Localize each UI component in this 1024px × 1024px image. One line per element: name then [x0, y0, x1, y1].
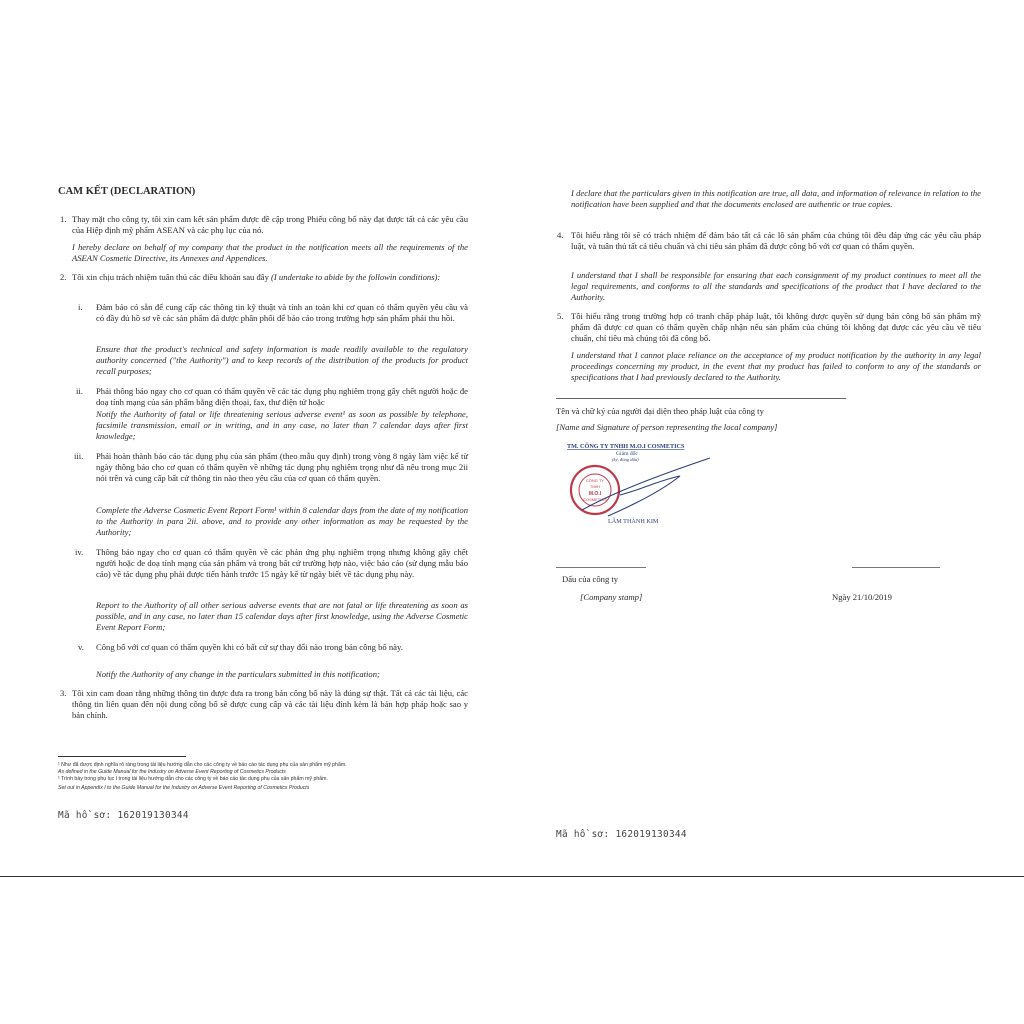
- item5-english: I understand that I cannot place reliance on the acceptance of my product notification by the authority in any legal proceedings concerning my product, in the event that my product has failed to conform to any of the standards or specifications that I had previously declared to the Authority.: [571, 350, 981, 383]
- file-reference-left: Mã hồ sơ: 162019130344: [58, 810, 189, 821]
- item-number: ii.: [76, 386, 83, 396]
- item4-english: I understand that I shall be responsible for ensuring that each consignment of my product continues to meet all the legal requirements, and conforms to all the standards and specifications of the product that I have declared to the Authority.: [571, 270, 981, 303]
- sub-ii-vietnamese: Phải thông báo ngay cho cơ quan có thẩm quyền về các tác dụng phụ nghiêm trọng gây chết người hoặc đe doạ tính mạng của sản phẩm bằng điện thoại, fax, thư điện tử hoặc: [96, 386, 468, 408]
- item-number: 1.: [60, 214, 67, 224]
- footnote-1-vietnamese: ¹ Như đã được định nghĩa rõ ràng trong tài liệu hướng dẫn cho các công ty về báo cáo tác dụng phụ của sản phẩm mỹ phẩm.: [58, 762, 347, 768]
- seal-text-top: CÔNG TY: [585, 478, 605, 483]
- sub-v-english: Notify the Authority of any change in the particulars submitted in this notification;: [96, 669, 380, 679]
- footnote-2-vietnamese: ¹ Trình bày trong phụ lục I trong tài liệu hướng dẫn cho các công ty về báo cáo tác dụng phụ của sản phẩm mỹ phẩm.: [58, 776, 328, 782]
- item-number: i.: [78, 302, 83, 312]
- sub-iii-vietnamese: Phải hoàn thành báo cáo tác dụng phụ của sản phẩm (theo mẫu quy định) trong vòng 8 ngày làm việc kể từ ngày thông báo cho cơ quan có thẩm quyền về những tác dụng phụ nghiêm trọng như đã nêu trong mục 2ii nói trên và cung cấp bất cứ thông tin nào theo yêu cầu của cơ quan có thẩm quyền.: [96, 451, 468, 484]
- sub-iii-english: Complete the Adverse Cosmetic Event Report Form¹ within 8 calendar days from the date of my notification to the Authority in para 2ii. above, and to provide any other information as may be requested by the Authority;: [96, 505, 468, 538]
- item1-english: I hereby declare on behalf of my company that the product in the notification meets all the requirements of the ASEAN Cosmetic Directive, its Annexes and Appendices.: [72, 242, 468, 264]
- signer-name: LÂM THÀNH KIM: [608, 518, 659, 525]
- declaration-date: Ngày 21/10/2019: [832, 592, 892, 602]
- stamp-line: [556, 567, 646, 568]
- seal-text-mid: TNHH: [590, 485, 600, 489]
- signature-divider: [556, 398, 846, 399]
- item2-text: [72, 272, 468, 283]
- item2-english: (I undertake to abide by the followin conditions):: [271, 272, 441, 282]
- seal-outer-ring: [571, 466, 619, 514]
- sub-i-vietnamese: Đảm bảo có sẵn để cung cấp các thông tin kỹ thuật và tính an toàn khi cơ quan có thẩm quyền yêu cầu và có đầy đủ hồ sơ về các sản phẩm đã được phân phối để báo cáo trong trường hợp sản phẩm phải thu hồi.: [96, 302, 468, 324]
- item-number: iv.: [75, 547, 84, 557]
- signature-label-english: [Name and Signature of person representing the local company]: [556, 422, 778, 432]
- declaration-title: CAM KẾT (DECLARATION): [58, 186, 196, 197]
- item-number: iii.: [74, 451, 84, 461]
- file-reference-right: Mã hồ sơ: 162019130344: [556, 829, 687, 840]
- seal-text-bottom: COSMETICS: [583, 497, 607, 502]
- footnote-1-english: As defined in the Guide Manual for the Industry on Adverse Event Reporting of Cosmetics Products: [58, 769, 286, 775]
- item-number: 4.: [557, 230, 564, 240]
- company-stamp-label-vietnamese: Dấu của công ty: [562, 574, 619, 584]
- signer-role: Giám đốc: [616, 451, 638, 457]
- footnote-divider: [58, 756, 186, 757]
- company-seal-and-signature: [560, 440, 730, 550]
- signer-role-note: (ký, đóng dấu): [612, 457, 639, 462]
- item-number: 2.: [60, 272, 67, 282]
- date-line: [852, 567, 940, 568]
- sub-iv-vietnamese: Thông báo ngay cho cơ quan có thẩm quyền về các phản ứng phụ nghiêm trọng nhưng không gây chết người hoặc đe doạ tính mạng của sản phẩm và trong bất cứ trường hợp nào, việc báo cáo (sử dụng mẫu báo cáo) về tác dụng phụ phải được tiến hành trước 15 ngày kể từ ngày biết về tác dụng phụ này.: [96, 547, 468, 580]
- item2-vietnamese: Tôi xin chịu trách nhiệm tuân thủ các điều khoản sau đây: [72, 272, 269, 282]
- footnote-2-english: Set out in Appendix I to the Guide Manual for the Industry on Adverse Event Reporting of Cosmetics Products: [58, 785, 310, 791]
- company-line: TM. CÔNG TY TNHH M.O.I COSMETICS: [567, 443, 685, 450]
- company-stamp-label-english: [Company stamp]: [580, 592, 643, 602]
- item-number: 3.: [60, 688, 67, 698]
- page-bottom-rule: [0, 876, 1024, 877]
- sub-v-vietnamese: Công bố với cơ quan có thẩm quyền khi có bất cứ sự thay đổi nào trong bản công bố này.: [96, 642, 403, 652]
- sub-iv-english: Report to the Authority of all other serious adverse events that are not fatal or life threatening as soon as possible, and in any case, no later than 15 calendar days after first knowledge, using the Adverse Cosmetic Event Report Form;: [96, 600, 468, 633]
- sub-i-english: Ensure that the product's technical and safety information is made readily available to the regulatory authority concerned ("the Authority") and to keep records of the distribution of the products for product recall purposes;: [96, 344, 468, 377]
- item4-vietnamese: Tôi hiểu rằng tôi sẽ có trách nhiệm để đảm bảo tất cả các lô sản phẩm của chúng tôi đều đáp ứng các yêu cầu pháp luật, và tuân thủ tất cả tiêu chuẩn và chi tiêu sản phẩm đã được công bố với cơ quan có thẩm quyền.: [571, 230, 981, 252]
- declaration-continuation: I declare that the particulars given in this notification are true, all data, and information of relevance in relation to the notification have been supplied and that the documents enclosed are authentic or true copies.: [571, 188, 981, 210]
- item-number: v.: [78, 642, 84, 652]
- seal-text-name: M.O.I: [588, 491, 602, 497]
- item1-vietnamese: Thay mặt cho công ty, tôi xin cam kết sản phẩm được đề cập trong Phiếu công bố này đạt được tất cả các yêu cầu của Hiệp định mỹ phẩm ASEAN và các phụ lục của nó.: [72, 214, 468, 236]
- item-number: 5.: [557, 311, 564, 321]
- signature-label-vietnamese: Tên và chữ ký của người đại diện theo pháp luật của công ty: [556, 406, 764, 416]
- sub-ii-english: Notify the Authority of fatal or life threatening serious adverse event¹ as soon as possible by telephone, facsimile transmission, email or in writing, and in any case, no later than 7 calendar days after first knowledge;: [96, 409, 468, 442]
- item3-vietnamese: Tôi xin cam đoan rằng những thông tin được đưa ra trong bản công bố này là đúng sự thật. Tất cả các tài liệu, các thông tin liên quan đến nội dung công bố sẽ được cung cấp và các tài liệu đính kèm là bản hợp pháp hoặc sao y bản chính.: [72, 688, 468, 721]
- item5-vietnamese: Tôi hiểu rằng trong trường hợp có tranh chấp pháp luật, tôi không được quyền sử dụng bản công bố sản phẩm mỹ phẩm đã được cơ quan có thẩm quyền chấp nhận nếu sản phẩm của chúng tôi không đạt được các yêu cầu về tiêu chuẩn, chỉ tiêu mà chúng tôi đã công bố.: [571, 311, 981, 344]
